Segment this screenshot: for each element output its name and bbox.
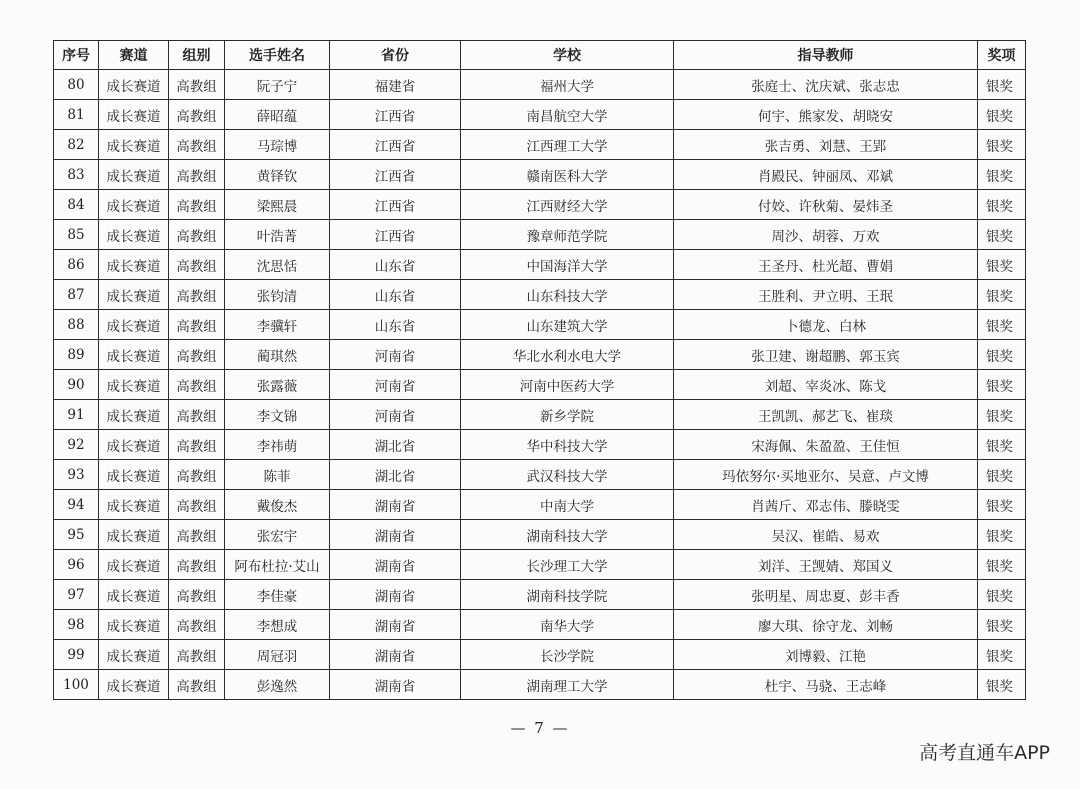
- header-group: 组别: [169, 41, 225, 70]
- cell-index: 86: [54, 250, 99, 280]
- cell-advisors: 张卫建、谢超鹏、郭玉宾: [674, 340, 978, 370]
- cell-contestant: 蔺琪然: [225, 340, 330, 370]
- cell-award: 银奖: [978, 430, 1026, 460]
- cell-track: 成长赛道: [99, 280, 169, 310]
- cell-province: 湖南省: [330, 640, 461, 670]
- cell-group: 高教组: [169, 490, 225, 520]
- table-row: [54, 250, 1026, 280]
- cell-award: 银奖: [978, 130, 1026, 160]
- cell-school: 长沙学院: [461, 640, 674, 670]
- cell-index: 85: [54, 220, 99, 250]
- cell-advisors: 张明星、周忠夏、彭丰香: [674, 580, 978, 610]
- cell-province: 湖南省: [330, 670, 461, 700]
- cell-track: 成长赛道: [99, 460, 169, 490]
- cell-advisors: 张庭士、沈庆斌、张志忠: [674, 70, 978, 100]
- cell-school: 华北水利水电大学: [461, 340, 674, 370]
- cell-school: 赣南医科大学: [461, 160, 674, 190]
- cell-contestant: 彭逸然: [225, 670, 330, 700]
- cell-school: 江西理工大学: [461, 130, 674, 160]
- cell-advisors: 周沙、胡蓉、万欢: [674, 220, 978, 250]
- cell-school: 福州大学: [461, 70, 674, 100]
- cell-group: 高教组: [169, 100, 225, 130]
- cell-contestant: 李想成: [225, 610, 330, 640]
- cell-index: 94: [54, 490, 99, 520]
- cell-track: 成长赛道: [99, 70, 169, 100]
- cell-index: 90: [54, 370, 99, 400]
- cell-group: 高教组: [169, 580, 225, 610]
- cell-group: 高教组: [169, 460, 225, 490]
- cell-school: 河南中医药大学: [461, 370, 674, 400]
- cell-track: 成长赛道: [99, 130, 169, 160]
- header-index: 序号: [54, 41, 99, 70]
- cell-index: 84: [54, 190, 99, 220]
- cell-index: 97: [54, 580, 99, 610]
- cell-contestant: 黄铎钦: [225, 160, 330, 190]
- cell-track: 成长赛道: [99, 430, 169, 460]
- awards-table: [53, 40, 1026, 700]
- cell-contestant: 李骥轩: [225, 310, 330, 340]
- cell-group: 高教组: [169, 640, 225, 670]
- cell-school: 长沙理工大学: [461, 550, 674, 580]
- cell-group: 高教组: [169, 310, 225, 340]
- cell-award: 银奖: [978, 100, 1026, 130]
- cell-award: 银奖: [978, 490, 1026, 520]
- cell-index: 81: [54, 100, 99, 130]
- cell-school: 湖南科技大学: [461, 520, 674, 550]
- cell-group: 高教组: [169, 130, 225, 160]
- table-row: [54, 400, 1026, 430]
- cell-track: 成长赛道: [99, 610, 169, 640]
- table-row: [54, 100, 1026, 130]
- cell-award: 银奖: [978, 310, 1026, 340]
- cell-school: 华中科技大学: [461, 430, 674, 460]
- header-contestant: 选手姓名: [225, 41, 330, 70]
- cell-index: 82: [54, 130, 99, 160]
- cell-province: 河南省: [330, 370, 461, 400]
- page-number: — 7 —: [510, 719, 570, 737]
- cell-province: 湖南省: [330, 520, 461, 550]
- cell-track: 成长赛道: [99, 670, 169, 700]
- cell-award: 银奖: [978, 670, 1026, 700]
- cell-school: 新乡学院: [461, 400, 674, 430]
- cell-index: 87: [54, 280, 99, 310]
- table-row: [54, 220, 1026, 250]
- cell-index: 99: [54, 640, 99, 670]
- cell-contestant: 张宏宇: [225, 520, 330, 550]
- table-row: [54, 340, 1026, 370]
- cell-advisors: 刘博毅、江艳: [674, 640, 978, 670]
- cell-award: 银奖: [978, 220, 1026, 250]
- cell-index: 96: [54, 550, 99, 580]
- table-row: [54, 280, 1026, 310]
- cell-advisors: 卜德龙、白林: [674, 310, 978, 340]
- cell-contestant: 薛昭蕴: [225, 100, 330, 130]
- table-row: [54, 130, 1026, 160]
- cell-advisors: 宋海佩、朱盈盈、王佳恒: [674, 430, 978, 460]
- cell-group: 高教组: [169, 550, 225, 580]
- table-row: [54, 520, 1026, 550]
- cell-contestant: 戴俊杰: [225, 490, 330, 520]
- cell-advisors: 肖殿民、钟丽凤、邓斌: [674, 160, 978, 190]
- header-row: [54, 41, 1026, 70]
- cell-school: 山东科技大学: [461, 280, 674, 310]
- cell-school: 豫章师范学院: [461, 220, 674, 250]
- cell-track: 成长赛道: [99, 400, 169, 430]
- cell-contestant: 李祎萌: [225, 430, 330, 460]
- cell-contestant: 张钧清: [225, 280, 330, 310]
- cell-award: 银奖: [978, 250, 1026, 280]
- cell-index: 80: [54, 70, 99, 100]
- cell-province: 湖南省: [330, 550, 461, 580]
- table-row: [54, 610, 1026, 640]
- cell-contestant: 张露薇: [225, 370, 330, 400]
- cell-award: 银奖: [978, 520, 1026, 550]
- cell-advisors: 王胜利、尹立明、王珉: [674, 280, 978, 310]
- cell-track: 成长赛道: [99, 310, 169, 340]
- cell-contestant: 阿布杜拉·艾山: [225, 550, 330, 580]
- cell-advisors: 付姣、许秋菊、晏炜圣: [674, 190, 978, 220]
- cell-group: 高教组: [169, 400, 225, 430]
- header-track: 赛道: [99, 41, 169, 70]
- cell-contestant: 周冠羽: [225, 640, 330, 670]
- cell-province: 河南省: [330, 400, 461, 430]
- cell-group: 高教组: [169, 520, 225, 550]
- cell-school: 中南大学: [461, 490, 674, 520]
- cell-track: 成长赛道: [99, 550, 169, 580]
- table-row: [54, 160, 1026, 190]
- cell-group: 高教组: [169, 370, 225, 400]
- cell-province: 江西省: [330, 220, 461, 250]
- cell-group: 高教组: [169, 70, 225, 100]
- cell-school: 武汉科技大学: [461, 460, 674, 490]
- header-award: 奖项: [978, 41, 1026, 70]
- cell-province: 江西省: [330, 130, 461, 160]
- cell-track: 成长赛道: [99, 580, 169, 610]
- cell-advisors: 肖茜斤、邓志伟、滕晓雯: [674, 490, 978, 520]
- cell-award: 银奖: [978, 70, 1026, 100]
- cell-award: 银奖: [978, 550, 1026, 580]
- cell-award: 银奖: [978, 370, 1026, 400]
- cell-track: 成长赛道: [99, 100, 169, 130]
- cell-index: 83: [54, 160, 99, 190]
- cell-track: 成长赛道: [99, 640, 169, 670]
- table-row: [54, 670, 1026, 700]
- cell-school: 湖南科技学院: [461, 580, 674, 610]
- cell-contestant: 梁熙晨: [225, 190, 330, 220]
- cell-province: 湖南省: [330, 610, 461, 640]
- cell-award: 银奖: [978, 280, 1026, 310]
- table-row: [54, 310, 1026, 340]
- cell-index: 88: [54, 310, 99, 340]
- cell-group: 高教组: [169, 160, 225, 190]
- cell-group: 高教组: [169, 610, 225, 640]
- cell-track: 成长赛道: [99, 520, 169, 550]
- cell-award: 银奖: [978, 190, 1026, 220]
- table-row: [54, 70, 1026, 100]
- cell-group: 高教组: [169, 250, 225, 280]
- cell-advisors: 张吉勇、刘慧、王郢: [674, 130, 978, 160]
- cell-advisors: 杜宇、马骁、王志峰: [674, 670, 978, 700]
- cell-award: 银奖: [978, 640, 1026, 670]
- cell-award: 银奖: [978, 460, 1026, 490]
- table-row: [54, 580, 1026, 610]
- cell-contestant: 陈菲: [225, 460, 330, 490]
- table-row: [54, 430, 1026, 460]
- cell-school: 南华大学: [461, 610, 674, 640]
- cell-province: 湖北省: [330, 460, 461, 490]
- cell-contestant: 沈思恬: [225, 250, 330, 280]
- cell-school: 南昌航空大学: [461, 100, 674, 130]
- cell-track: 成长赛道: [99, 490, 169, 520]
- cell-province: 湖南省: [330, 490, 461, 520]
- cell-contestant: 阮子宁: [225, 70, 330, 100]
- table-header: [54, 41, 1026, 70]
- cell-group: 高教组: [169, 340, 225, 370]
- cell-group: 高教组: [169, 430, 225, 460]
- cell-track: 成长赛道: [99, 370, 169, 400]
- cell-advisors: 廖大琪、徐守龙、刘畅: [674, 610, 978, 640]
- cell-group: 高教组: [169, 190, 225, 220]
- cell-province: 山东省: [330, 250, 461, 280]
- cell-advisors: 玛依努尔·买地亚尔、吴意、卢文博: [674, 460, 978, 490]
- header-province: 省份: [330, 41, 461, 70]
- cell-province: 山东省: [330, 310, 461, 340]
- cell-advisors: 何宇、熊家发、胡晓安: [674, 100, 978, 130]
- header-advisors: 指导教师: [674, 41, 978, 70]
- header-school: 学校: [461, 41, 674, 70]
- cell-contestant: 李文锦: [225, 400, 330, 430]
- cell-advisors: 吴汉、崔皓、易欢: [674, 520, 978, 550]
- cell-index: 92: [54, 430, 99, 460]
- cell-index: 91: [54, 400, 99, 430]
- cell-school: 山东建筑大学: [461, 310, 674, 340]
- cell-province: 江西省: [330, 100, 461, 130]
- cell-track: 成长赛道: [99, 250, 169, 280]
- cell-school: 江西财经大学: [461, 190, 674, 220]
- table-row: [54, 460, 1026, 490]
- cell-award: 银奖: [978, 160, 1026, 190]
- cell-province: 江西省: [330, 190, 461, 220]
- cell-track: 成长赛道: [99, 220, 169, 250]
- cell-award: 银奖: [978, 400, 1026, 430]
- cell-group: 高教组: [169, 220, 225, 250]
- table-row: [54, 370, 1026, 400]
- cell-track: 成长赛道: [99, 190, 169, 220]
- cell-index: 100: [54, 670, 99, 700]
- cell-province: 江西省: [330, 160, 461, 190]
- cell-province: 河南省: [330, 340, 461, 370]
- cell-track: 成长赛道: [99, 160, 169, 190]
- cell-contestant: 李佳豪: [225, 580, 330, 610]
- cell-province: 福建省: [330, 70, 461, 100]
- table-body: [54, 70, 1026, 700]
- cell-award: 银奖: [978, 580, 1026, 610]
- cell-advisors: 王圣丹、杜光超、曹娟: [674, 250, 978, 280]
- cell-school: 中国海洋大学: [461, 250, 674, 280]
- cell-advisors: 刘超、宰炎冰、陈戈: [674, 370, 978, 400]
- table-row: [54, 190, 1026, 220]
- cell-index: 89: [54, 340, 99, 370]
- cell-province: 湖北省: [330, 430, 461, 460]
- table-row: [54, 550, 1026, 580]
- cell-contestant: 叶浩菁: [225, 220, 330, 250]
- cell-advisors: 刘洋、王觊婧、郑国义: [674, 550, 978, 580]
- cell-province: 山东省: [330, 280, 461, 310]
- cell-province: 湖南省: [330, 580, 461, 610]
- table-row: [54, 640, 1026, 670]
- cell-school: 湖南理工大学: [461, 670, 674, 700]
- cell-index: 93: [54, 460, 99, 490]
- cell-group: 高教组: [169, 280, 225, 310]
- table-row: [54, 490, 1026, 520]
- cell-index: 98: [54, 610, 99, 640]
- cell-award: 银奖: [978, 340, 1026, 370]
- cell-group: 高教组: [169, 670, 225, 700]
- cell-track: 成长赛道: [99, 340, 169, 370]
- cell-award: 银奖: [978, 610, 1026, 640]
- cell-index: 95: [54, 520, 99, 550]
- cell-contestant: 马琮博: [225, 130, 330, 160]
- watermark-logo-text: 高考直通车APP: [919, 742, 1050, 764]
- cell-advisors: 王凯凯、郝艺飞、崔琰: [674, 400, 978, 430]
